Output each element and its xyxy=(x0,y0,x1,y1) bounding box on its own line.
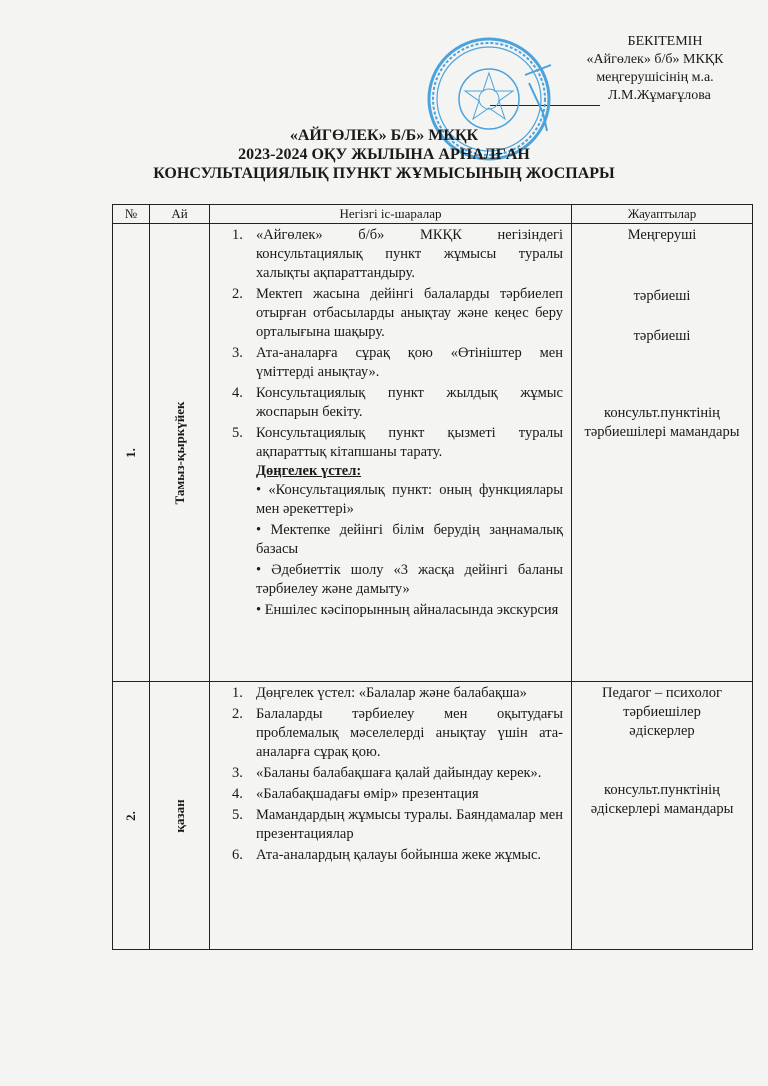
approval-title: БЕКІТЕМІН xyxy=(627,34,703,49)
approval-position: меңгерушісінің м.а. xyxy=(596,70,714,85)
activities-cell xyxy=(210,682,572,950)
responsible-item: Меңгеруші xyxy=(627,227,697,243)
list-item: 3. «Баланы балабақшаға қалай дайындау керек». xyxy=(232,765,542,781)
table-header-row xyxy=(113,205,753,224)
list-item: 6. Ата-аналардың қалауы бойынша жеке жұмыс. xyxy=(232,847,542,863)
list-item: 1. Дөңгелек үстел: «Балалар және балабақша» xyxy=(232,685,527,701)
list-item: • Әдебиеттік шолу «3 жасқа дейінгі баланы тәрбиелеу және дамыту» xyxy=(256,562,563,597)
list-item: 4. «Балабақшадағы өмір» презентация xyxy=(232,786,479,802)
month-label: Тамыз-қыркүйек xyxy=(171,400,187,505)
row-number-cell xyxy=(113,224,150,682)
list-item: 4. Консультациялық пункт жылдық жұмыс жоспарын бекіту. xyxy=(232,385,563,420)
title-line-1: «АЙГӨЛЕК» Б/Б» МКҚК xyxy=(289,127,479,144)
list-item: • Мектепке дейінгі білім берудің заңнамалық базасы xyxy=(256,522,563,557)
responsible-item: консульт.пунктінің әдіскерлері мамандары xyxy=(590,782,734,817)
activity-list xyxy=(232,684,563,865)
activities-cell xyxy=(210,224,572,682)
responsible-cell xyxy=(572,682,753,950)
responsible-item: тәрбиеші xyxy=(633,288,691,304)
list-item: 5. Мамандардың жұмысы туралы. Баяндамалар мен презентациялар xyxy=(232,807,563,842)
table-row xyxy=(113,682,753,950)
list-item: 3. Ата-аналарға сұрақ қою «Өтініштер мен үміттерді анықтау». xyxy=(232,345,563,380)
list-item: 2. Мектеп жасына дейінгі балаларды тәрбиелеп отырған отбасыларды анықтау және кеңес беру орталығына шақыру. xyxy=(232,286,563,340)
approval-name: Л.М.Жұмағұлова xyxy=(608,88,711,103)
row-number: 1. xyxy=(123,447,138,458)
row-number-cell xyxy=(113,682,150,950)
row-number: 2. xyxy=(123,810,138,821)
responsible-item: тәрбиеші xyxy=(633,328,691,344)
responsible-cell xyxy=(572,224,753,682)
title-line-3: КОНСУЛЬТАЦИЯЛЫҚ ПУНКТ ЖҰМЫСЫНЫҢ ЖОСПАРЫ xyxy=(153,165,615,182)
responsible-item: Педагог – психолог тәрбиешілер әдіскерлер xyxy=(602,685,722,739)
plan-table xyxy=(112,204,753,950)
header-num: № xyxy=(113,205,150,224)
activity-list xyxy=(232,226,563,462)
list-item: • «Консультациялық пункт: оның функциялары мен әрекеттері» xyxy=(256,482,563,517)
title-line-2: 2023-2024 ОҚУ ЖЫЛЫНА АРНАЛҒАН xyxy=(238,146,530,163)
roundtable-heading: Дөңгелек үстел: xyxy=(256,463,362,479)
header-responsible: Жауаптылар xyxy=(572,205,753,224)
month-cell xyxy=(150,682,210,950)
approval-block xyxy=(560,33,750,106)
document-titles xyxy=(0,126,768,183)
approval-org: «Айгөлек» б/б» МКҚК xyxy=(586,52,724,67)
month-cell xyxy=(150,224,210,682)
list-item: 2. Балаларды тәрбиелеу мен оқытудағы проблемалық мәселелерді анықтау үшін ата-аналарға сұрақ қою. xyxy=(232,706,563,760)
header-activities: Негізгі іс-шаралар xyxy=(210,205,572,224)
table-row xyxy=(113,224,753,682)
month-label: қазан xyxy=(171,798,187,833)
header-month: Ай xyxy=(150,205,210,224)
signature-line xyxy=(560,87,750,106)
list-item: 5. Консультациялық пункт қызметі туралы ақпараттық кітапшаны тарату. xyxy=(232,425,563,460)
list-item: 1. «Айгөлек» б/б» МКҚК негізіндегі консультациялық пункт жұмысы туралы халықты ақпараттандыру. xyxy=(232,227,563,281)
roundtable-topics xyxy=(232,481,563,620)
responsible-item: консульт.пунктінің тәрбиешілері мамандары xyxy=(584,405,740,440)
list-item: • Еншілес кәсіпорынның айналасында экскурсия xyxy=(256,602,559,618)
